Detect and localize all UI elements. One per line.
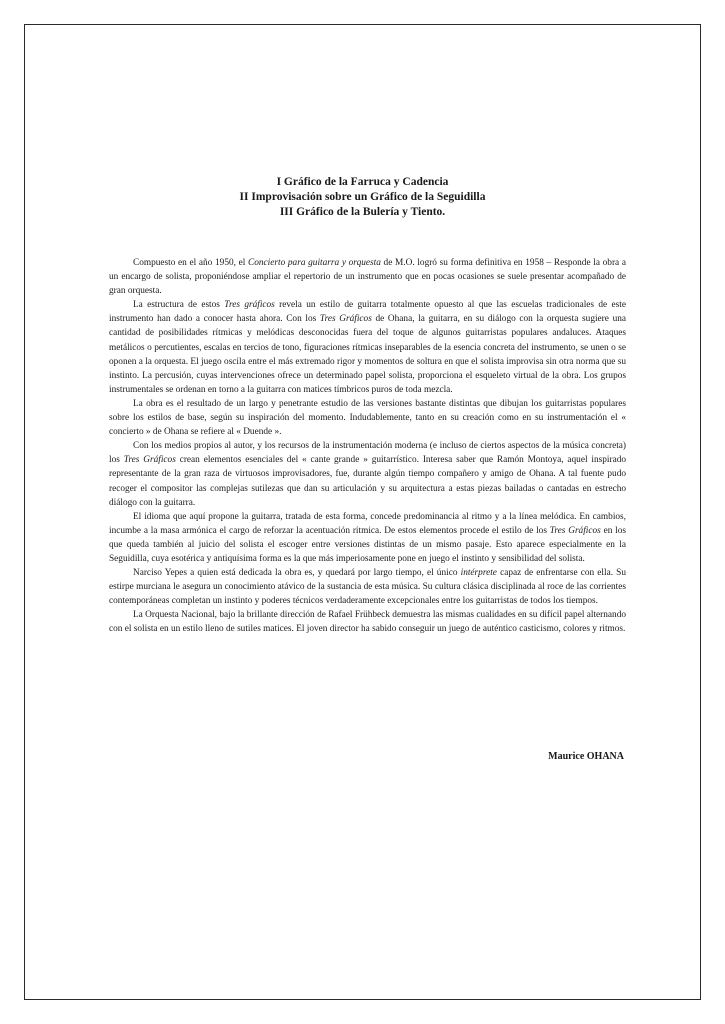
paragraph-5-text-a: El idioma que aquí propone la guitarra, tratada de esta forma, concede predominancia al ritmo y a la línea melódica. En cambios, incumbe a la masa armónica el cargo de reforzar la acentuación rítmica. De estos elementos procede el estilo de los [109,511,626,536]
title-movement-3: III Gráfico de la Bulería y Tiento. [279,206,446,218]
paragraph-2-text-b: revela un estilo de guitarra totalmente opuesto al que las escuelas tradicionales de este instrumento han dado a conocer hasta ahora. Con los [109,300,627,325]
paragraph-4-text-a: Con los medios propios al autor, y los recursos de la instrumentación moderna (e incluso de ciertos aspectos de la música concreta) los [109,441,626,466]
movement-titles [25,175,700,220]
author-signature: Maurice OHANA [548,751,624,762]
paragraph-7: La Orquesta Nacional, bajo la brillante dirección de Rafael Frühbeck demuestra las mismas cualidades en su difícil papel alternando con el solista en un estilo lleno de sutiles matices. El joven director ha sabido conseguir un juego de auténtico casticismo, colores y ritmos. [109,610,626,635]
paragraph-5-text-b: en los que queda también al juicio del solista el escoger entre versiones distintas de un mismo pasaje. Esto aparece especialmente en la Seguidilla, cuya esotérica y antiquísima forma es la que más imperiosamente pone en juego el instinto y sensibilidad del solista. [109,525,627,564]
paragraph-2-text-c: de Ohana, la guitarra, en su diálogo con la orquesta sugiere una cantidad de posibilidades rítmicas y melódicas desconocidas fuera del toque de algunos guitarristas populares andaluces. Ataques metálicos o percutientes, escalas en tercios de tono, figuraciones rítmicas inseparables de la esencia concreta del instrumento, se unen o se oponen a la orquesta. El juego oscila entre el más extremado rigor y momentos de soltura en que el solista improvisa sin otra norma que su instinto. La percusión, cuyas intervenciones ofrece un determinado papel solista, proporciona el esqueleto virtual de la obra. Los grupos instrumentales se ordenan en torno a la guitarra con matices tímbricos puros de toda mezcla. [109,314,626,395]
paragraph-2-italic-title-2: Tres Gráficos [319,314,372,325]
paragraph-6-italic-word: intérprete [460,568,497,579]
paragraph-2-italic-title-1: Tres gráficos [224,300,275,311]
paragraph-5-italic-title: Tres Gráficos [549,525,601,536]
paragraph-4-italic-title: Tres Gráficos [123,455,176,466]
paragraph-6-text-a: Narciso Yepes a quien está dedicada la obra es, y quedará por largo tiempo, el único [133,568,461,579]
paragraph-1 [109,256,626,298]
paragraph-6 [109,566,626,608]
title-movement-1: I Gráfico de la Farruca y Cadencia [276,176,449,188]
paragraph-2 [109,298,626,397]
paragraph-4 [109,439,626,509]
paragraph-1-italic-title: Concierto para guitarra y orquesta [248,258,381,268]
program-notes [109,256,626,637]
paragraph-1-text-b: de M.O. logró su forma definitiva en 1958 – Responde la obra a un encargo de solista, proponiéndose ampliar el repertorio de un instrumento que en pocas ocasiones se suele presentar acompañado de gran orquesta. [109,258,626,297]
paragraph-4-text-b: crean elementos esenciales del « cante grande » guitarrístico. Interesa saber que Ramón Montoya, aquel inspirado representante de la gran raza de virtuosos improvisadores, fue, durante algún tiempo compañero y amigo de Ohana. A tal fuente pudo recoger el compositor las complejas sutilezas que dan su articulación y su arquitectura a estas piezas bailadas o cantadas en estrecho diálogo con la guitarra. [109,455,626,508]
paragraph-6-text-b: capaz de enfrentarse con ella. Su estirpe murciana le asegura un conocimiento atávico de la sustancia de esta música. Su cultura clásica disciplinada al roce de las corrientes contemporáneas completan un instinto y poderes técnicos verdaderamente excepcionales entre los guitarristas de todos los tiempos. [109,568,626,607]
paragraph-1-text-a: Compuesto en el año 1950, el [133,258,249,268]
paragraph-5 [109,510,626,566]
paragraph-2-text-a: La estructura de estos [133,300,225,311]
page-border [24,24,701,1000]
title-movement-2: II Improvisación sobre un Gráfico de la Seguidilla [239,191,486,203]
paragraph-3: La obra es el resultado de un largo y penetrante estudio de las versiones bastante distintas que dibujan los guitarristas populares sobre los estilos de base, según su inspiración del momento. Indudablemente, tanto en su creación como en su instrumentación el « concierto » de Ohana se refiere al « Duende ». [109,398,626,438]
